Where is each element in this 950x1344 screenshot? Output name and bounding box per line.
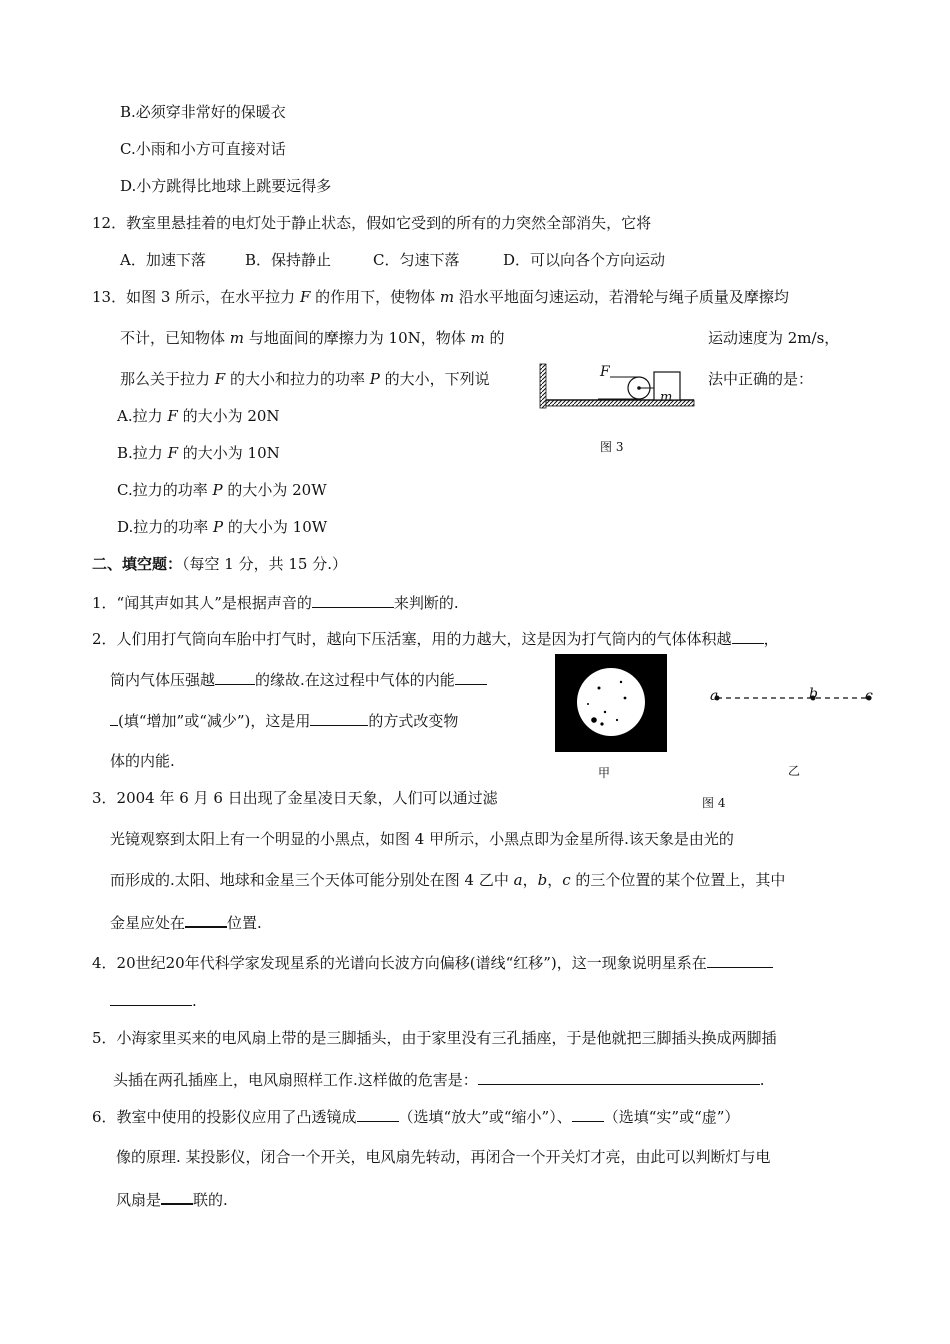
fill-1: 1．“闻其声如其人”是根据声音的 来判断的. bbox=[92, 594, 459, 612]
figure-3-label-F: F bbox=[600, 364, 610, 380]
fill-4-blank-b[interactable] bbox=[110, 990, 192, 1006]
fill-2-line-1: 2．人们用打气筒向车胎中打气时，越向下压活塞，用的力越大，这是因为打气筒内的气体体积越 ， bbox=[92, 630, 779, 648]
fill-3-blank[interactable] bbox=[185, 911, 227, 928]
fill-3-line-2: 光镜观察到太阳上有一个明显的小黑点，如图 4 甲所示，小黑点即为金星所得.该天象是由光的 bbox=[110, 830, 734, 848]
fill-2-blank-4[interactable] bbox=[310, 710, 368, 726]
q13-option-d: D.拉力的功率 P 的大小为 10W bbox=[117, 518, 328, 536]
fill-2-line-4: 体的内能. bbox=[110, 752, 175, 770]
fill-6-line-3: 风扇是 联的. bbox=[116, 1188, 228, 1210]
fill-6-line-2: 像的原理. 某投影仪，闭合一个开关，电风扇先转动，再闭合一个开关灯才亮，由此可以判断灯与电 bbox=[116, 1148, 771, 1166]
q11-option-d: D.小方跳得比地球上跳要远得多 bbox=[120, 177, 332, 195]
q12-option-c: C．匀速下落 bbox=[373, 251, 460, 269]
q11-option-b: B.必须穿非常好的保暖衣 bbox=[120, 103, 286, 121]
q13-stem: 13．如图 3 所示，在水平拉力 F 的作用下，使物体 m 沿水平地面匀速运动，若滑轮与绳子质量及摩擦均 bbox=[92, 288, 789, 306]
position-b-label: b bbox=[809, 686, 818, 702]
fill-6-blank-2[interactable] bbox=[572, 1106, 604, 1122]
position-a-label: a bbox=[710, 688, 719, 704]
fill-1-blank[interactable] bbox=[312, 592, 394, 608]
q13-option-c: C.拉力的功率 P 的大小为 20W bbox=[117, 481, 327, 499]
q12-stem: 12．教室里悬挂着的电灯处于静止状态，假如它受到的所有的力突然全部消失，它将 bbox=[92, 214, 652, 232]
fill-2-line-3: (填“增加”或“减少”)，这是用 的方式改变物 bbox=[110, 710, 458, 731]
figure-3-caption: 图 3 bbox=[600, 440, 624, 454]
q12-option-b: B．保持静止 bbox=[245, 251, 332, 269]
q11-option-c: C.小雨和小方可直接对话 bbox=[120, 140, 286, 158]
figure-4-positions-diagram bbox=[705, 684, 877, 716]
fill-3-line-1: 3．2004 年 6 月 6 日出现了金星凌日天象，人们可以通过滤 bbox=[92, 789, 498, 807]
fill-6-line-1: 6．教室中使用的投影仪应用了凸透镜成 （选填“放大”或“缩小”）、 （选填“实”或“虚”） bbox=[92, 1108, 740, 1126]
fill-6-blank-3[interactable] bbox=[161, 1188, 193, 1205]
q12-option-d: D．可以向各个方向运动 bbox=[503, 251, 666, 269]
position-c-label: c bbox=[865, 688, 873, 704]
fill-2-line-2: 筒内气体压强越 的缘故.在这过程中气体的内能 bbox=[110, 669, 487, 690]
q13-line-3: 那么关于拉力 F 的大小和拉力的功率 P 的大小，下列说 bbox=[120, 370, 490, 388]
fill-6-blank-1[interactable] bbox=[357, 1106, 399, 1122]
q13-option-a: A.拉力 F 的大小为 20N bbox=[117, 407, 280, 425]
fill-5-line-2: 头插在两孔插座上，电风扇照样工作.这样做的危害是： . bbox=[113, 1071, 765, 1089]
fill-2-blank-1[interactable] bbox=[732, 628, 764, 644]
figure-3-pulley-diagram bbox=[538, 360, 698, 416]
q12-option-a: A．加速下落 bbox=[120, 251, 206, 269]
fill-4-line-1: 4．20世纪20年代科学家发现星系的光谱向长波方向偏移(谱线“红移”)，这一现象说明星系在 bbox=[92, 952, 773, 973]
figure-4-label-jia: 甲 bbox=[598, 766, 611, 780]
q13-line-2-right: 运动速度为 2m/s， bbox=[708, 329, 840, 347]
figure-4-sun-image bbox=[555, 654, 667, 752]
q13-option-b: B.拉力 F 的大小为 10N bbox=[117, 444, 280, 462]
fill-2-blank-3[interactable] bbox=[455, 669, 487, 685]
q13-line-3-right: 法中正确的是： bbox=[708, 370, 814, 388]
fill-4-line-2: . bbox=[110, 990, 197, 1011]
fill-5-blank[interactable] bbox=[478, 1069, 760, 1085]
q13-line-2: 不计，已知物体 m 与地面间的摩擦力为 10N，物体 m 的 bbox=[120, 329, 505, 347]
fill-4-blank-a[interactable] bbox=[707, 952, 773, 968]
fill-5-line-1: 5．小海家里买来的电风扇上带的是三脚插头，由于家里没有三孔插座，于是他就把三脚插头换成两脚插 bbox=[92, 1029, 777, 1047]
figure-4-label-yi: 乙 bbox=[788, 764, 801, 778]
figure-3-label-m: m bbox=[660, 390, 673, 405]
figure-4-caption: 图 4 bbox=[702, 796, 726, 810]
fill-2-blank-2[interactable] bbox=[215, 669, 255, 685]
section-2-heading: 二、填空题：（每空 1 分，共 15 分.） bbox=[92, 555, 347, 573]
fill-3-line-4: 金星应处在 位置. bbox=[110, 911, 262, 933]
fill-3-line-3: 而形成的.太阳、地球和金星三个天体可能分别处在图 4 乙中 a，b，c 的三个位置的某个位置上，其中 bbox=[110, 871, 786, 889]
